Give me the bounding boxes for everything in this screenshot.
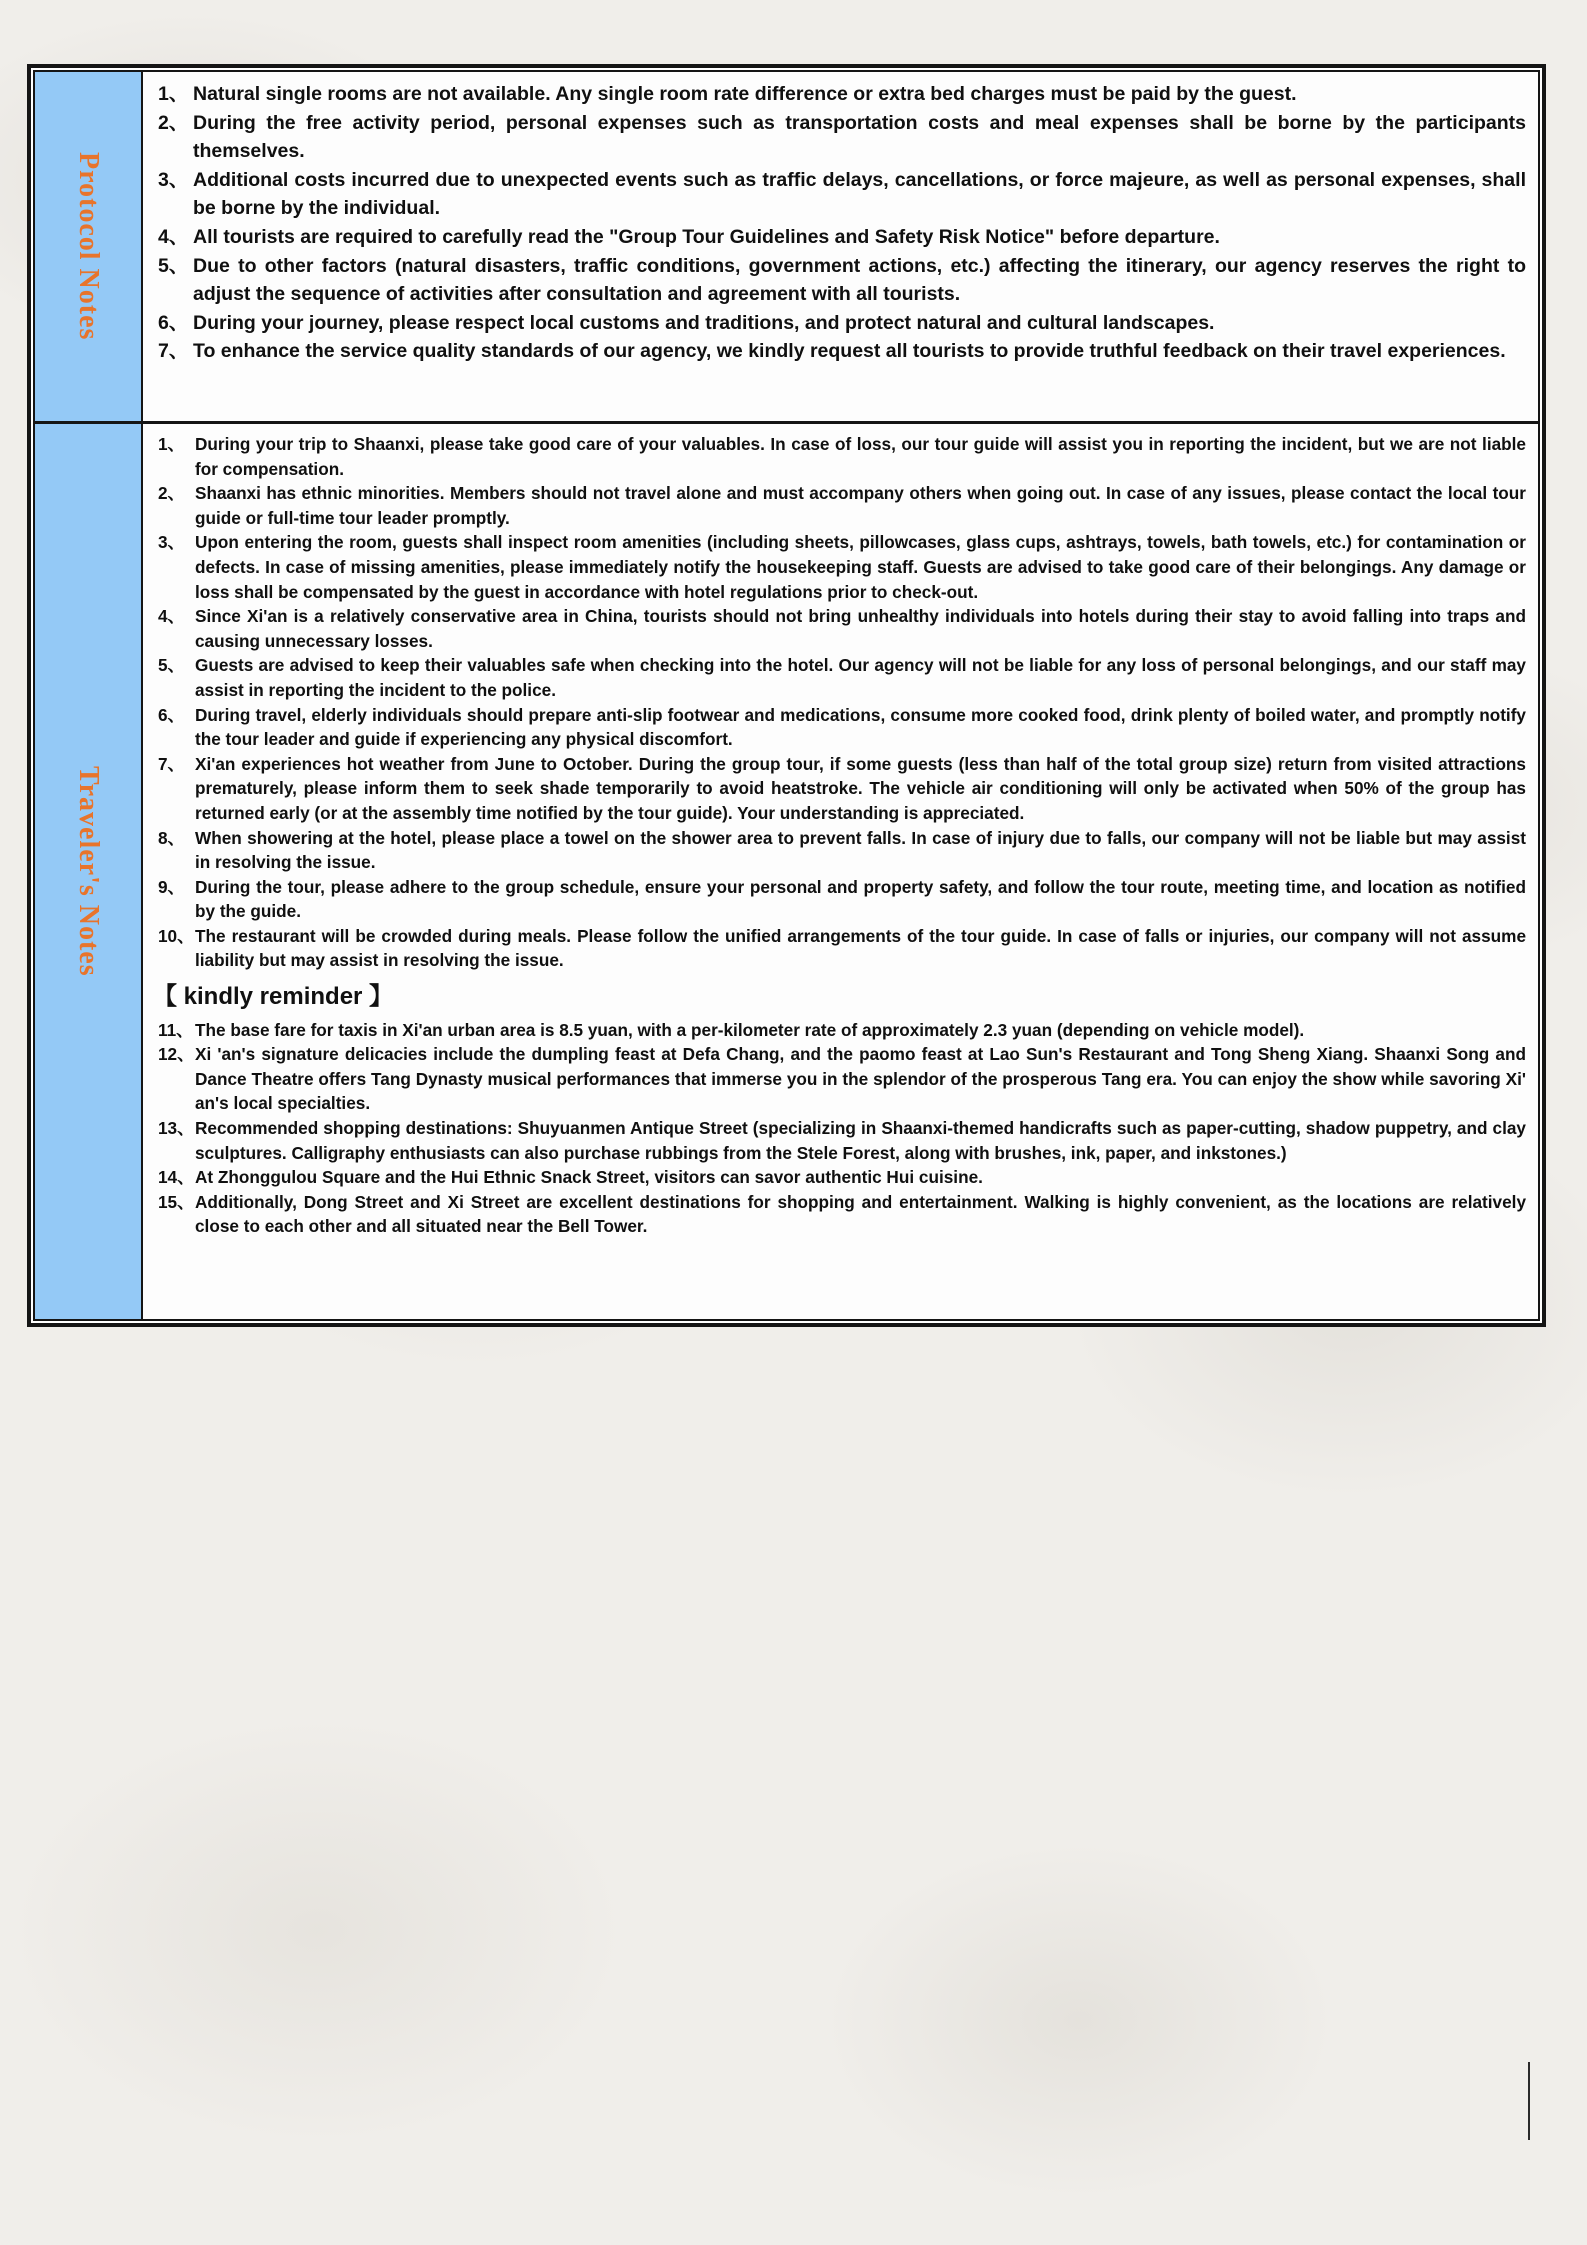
note-item-text: Xi'an experiences hot weather from June to October. During the group tour, if some guests (less than half of the total group size) return from visited attractions prematurely, please inform them to seek shade temporarily to avoid heatstroke. The vehicle air conditioning will only be activated when 50% of the group has returned early (or at the assembly time notified by the tour guide). Your understanding is appreciated. (195, 753, 1526, 823)
note-item-text: Upon entering the room, guests shall inspect room amenities (including sheets, pillowcases, glass cups, ashtrays, towels, bath towels, etc.) for contamination or defects. In case of missing amenities, please immediately notify the housekeeping staff. Guests are advised to take good care of their belongings. Any damage or loss shall be compensated by the guest in accordance with hotel regulations prior to check-out. (195, 532, 1526, 602)
note-item-number: 4、 (158, 225, 189, 248)
note-item (151, 1116, 1528, 1165)
protocol-notes-label: Protocol Notes (73, 152, 104, 341)
note-item-number: 13、 (158, 1118, 195, 1139)
traveler-notes-row (35, 421, 1538, 1319)
note-item (151, 481, 1528, 530)
note-item-text: During travel, elderly individuals should prepare anti-slip footwear and medications, consume more cooked food, drink plenty of boiled water, and promptly notify the tour leader and guide if experiencing any physical discomfort. (195, 704, 1526, 750)
protocol-notes-label-cell (35, 72, 143, 421)
kindly-reminder-heading: 【 kindly reminder 】 (153, 983, 394, 1011)
note-item-text: Shaanxi has ethnic minorities. Members should not travel alone and must accompany others when going out. In case of any issues, please contact the local tour guide or full-time tour leader promptly. (195, 483, 1526, 528)
note-item (151, 337, 1528, 366)
note-item-text: Additionally, Dong Street and Xi Street are excellent destinations for shopping and entertainment. Walking is highly convenient, as the locations are relatively close to each other and all situated near the Bell Tower. (195, 1191, 1526, 1237)
note-item-text: Since Xi'an is a relatively conservative area in China, tourists should not bring unhealthy individuals into hotels during their stay to avoid falling into traps and causing unnecessary losses. (195, 606, 1526, 651)
note-item-number: 6、 (158, 704, 185, 725)
note-item (151, 703, 1528, 752)
note-item (151, 1042, 1528, 1116)
note-item-text: To enhance the service quality standards of our agency, we kindly request all tourists to provide truthful feedback on their travel experiences. (193, 340, 1506, 363)
traveler-notes-content (143, 424, 1538, 1319)
note-item (151, 1165, 1528, 1190)
note-item-number: 4、 (158, 606, 185, 627)
protocol-notes-content (143, 72, 1538, 421)
note-item (151, 752, 1528, 826)
note-item (151, 604, 1528, 653)
note-item-number: 14、 (158, 1167, 195, 1188)
note-item-text: Due to other factors (natural disasters, traffic conditions, government actions, etc.) affecting the itinerary, our agency reserves the right to adjust the sequence of activities after consultation and agreement with all tourists. (193, 254, 1526, 306)
note-item-number: 7、 (158, 340, 189, 363)
note-item-number: 9、 (158, 876, 185, 897)
note-item-number: 6、 (158, 311, 189, 334)
note-item (151, 826, 1528, 875)
note-item (151, 432, 1528, 481)
note-item (151, 309, 1528, 338)
note-item-text: Additional costs incurred due to unexpected events such as traffic delays, cancellations, or force majeure, as well as personal expenses, shall be borne by the individual. (193, 168, 1526, 220)
protocol-notes-row (35, 72, 1538, 421)
note-item-number: 3、 (158, 532, 185, 553)
note-item-number: 3、 (158, 168, 189, 191)
note-item (151, 252, 1528, 309)
note-item-text: The restaurant will be crowded during meals. Please follow the unified arrangements of the tour guide. In case of falls or injuries, our company will not assume liability but may assist in resolving the issue. (195, 925, 1526, 971)
note-item-text: The base fare for taxis in Xi'an urban area is 8.5 yuan, with a per-kilometer rate of approximately 2.3 yuan (depending on vehicle model). (195, 1019, 1305, 1040)
note-item (151, 80, 1528, 109)
note-item-number: 1、 (158, 83, 189, 105)
note-item-number: 1、 (158, 434, 185, 454)
traveler-notes-label: Traveler's Notes (73, 766, 104, 977)
note-item (151, 1018, 1528, 1043)
note-item-text: At Zhonggulou Square and the Hui Ethnic Snack Street, visitors can savor authentic Hui cuisine. (195, 1167, 983, 1188)
note-item-number: 10、 (158, 925, 195, 946)
note-item (151, 530, 1528, 604)
kindly-reminder-list (151, 1018, 1528, 1239)
note-item-text: During your trip to Shaanxi, please take good care of your valuables. In case of loss, our tour guide will assist you in reporting the incident, but we are not liable for compensation. (195, 434, 1526, 479)
note-item-text: During the tour, please adhere to the group schedule, ensure your personal and property safety, and follow the tour route, meeting time, and location as notified by the guide. (195, 876, 1526, 922)
stray-vertical-line (1528, 2062, 1530, 2140)
note-item-text: Guests are advised to keep their valuables safe when checking into the hotel. Our agency will not be liable for any loss of personal belongings, and our staff may assist in reporting the incident to the police. (195, 655, 1526, 700)
note-item (151, 875, 1528, 924)
note-item (151, 223, 1528, 252)
note-item (151, 1190, 1528, 1239)
note-item (151, 109, 1528, 166)
note-item-number: 12、 (158, 1044, 195, 1065)
note-item-number: 11、 (158, 1019, 194, 1040)
note-item-text: When showering at the hotel, please place a towel on the shower area to prevent falls. In case of injury due to falls, our company will not be liable but may assist in resolving the issue. (195, 827, 1526, 873)
note-item-text: Natural single rooms are not available. Any single room rate difference or extra bed charges must be paid by the guest. (193, 83, 1297, 105)
note-item-text: Recommended shopping destinations: Shuyuanmen Antique Street (specializing in Shaanxi-themed handicrafts such as paper-cutting, shadow puppetry, and clay sculptures. Calligraphy enthusiasts can also purchase rubbings from the Stele Forest, along with brushes, ink, paper, and inkstones.) (195, 1118, 1526, 1163)
note-item-number: 15、 (158, 1191, 195, 1212)
traveler-notes-label-cell (35, 424, 143, 1319)
note-item-text: During your journey, please respect local customs and traditions, and protect natural and cultural landscapes. (193, 311, 1215, 334)
note-item-text: During the free activity period, personal expenses such as transportation costs and meal expenses shall be borne by the participants themselves. (193, 111, 1526, 163)
note-item-number: 2、 (158, 111, 189, 134)
note-item (151, 653, 1528, 702)
note-item-number: 8、 (158, 827, 185, 848)
note-item-number: 5、 (158, 254, 189, 277)
note-item-number: 7、 (158, 753, 185, 774)
notes-table-inner (33, 70, 1540, 1321)
note-item-number: 2、 (158, 483, 185, 504)
note-item (151, 166, 1528, 223)
notes-table (27, 64, 1546, 1327)
note-item-number: 5、 (158, 655, 185, 676)
note-item-text: Xi 'an's signature delicacies include the dumpling feast at Defa Chang, and the paomo feast at Lao Sun's Restaurant and Tong Sheng Xiang. Shaanxi Song and Dance Theatre offers Tang Dynasty musical performances that immerse you in the splendor of the prosperous Tang era. You can enjoy the show while savoring Xi' an's local specialties. (195, 1044, 1526, 1114)
traveler-notes-list (151, 432, 1528, 973)
note-item (151, 924, 1528, 973)
protocol-notes-list (151, 80, 1528, 366)
note-item-text: All tourists are required to carefully read the "Group Tour Guidelines and Safety Risk Notice" before departure. (193, 225, 1220, 248)
